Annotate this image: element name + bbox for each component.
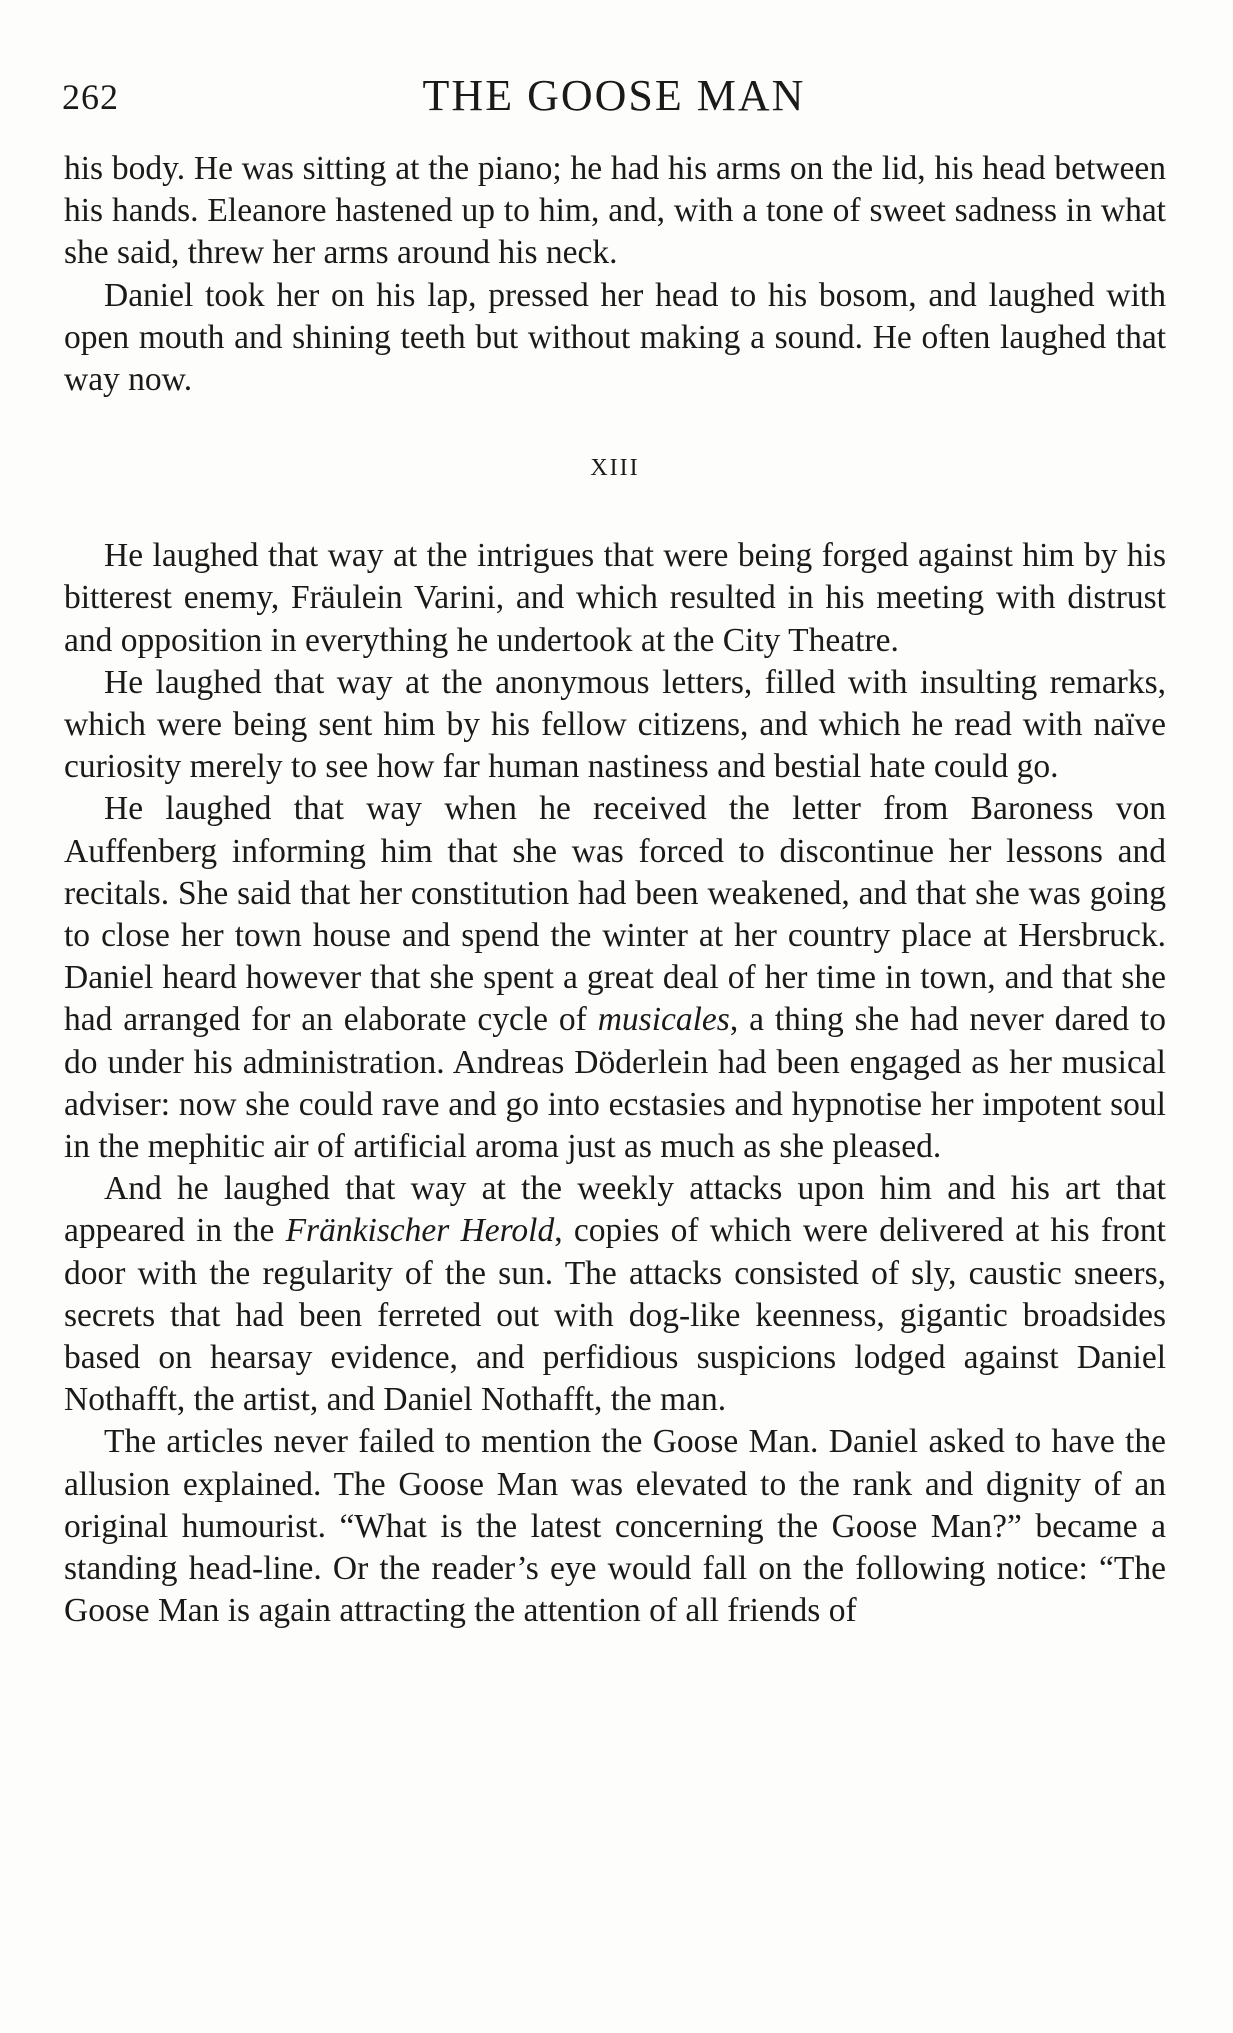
paragraph-text: , a thing she had never dared to do under his administration. Andreas Döderlein had been engaged as her musical adviser: now she could rave and go into ecstasies and hypnotise her impotent soul in the mephitic air of artificial aroma just as much as she pleased. — [64, 1001, 1166, 1166]
paragraph: Daniel took her on his lap, pressed her head to his bosom, and laughed with open mouth and shining teeth but without making a sound. He often laughed that way now. — [64, 276, 1166, 399]
paragraph: He laughed that way at the anonymous letters, filled with insulting remarks, which were being sent him by his fellow citizens, and which he read with naïve curiosity merely to see how far human nastiness and bestial hate could go. — [64, 663, 1166, 786]
section-number: XIII — [590, 455, 640, 482]
paragraph-continuation: his body. He was sitting at the piano; he had his arms on the lid, his head between his hands. Eleanore hastened up to him, and, with a tone of sweet sadness in what she said, threw her arms around his neck. — [64, 150, 1166, 272]
paragraph-text: , copies of which were delivered at his front door with the regularity of the sun. The attacks consisted of sly, caustic sneers, secrets that had been ferreted out with dog-like keenness, gigantic broadsides based on hearsay evidence, and perfidious suspicions lodged against Daniel Nothafft, the artist, and Daniel Nothafft, the man. — [64, 1212, 1166, 1419]
paragraph-text: And he laughed that way at the weekly attacks upon him and his art that appeared in the — [64, 1170, 1166, 1250]
paragraph — [64, 1168, 1166, 1421]
body-text — [64, 148, 1166, 1633]
book-title: THE GOOSE MAN — [422, 71, 806, 120]
page-number: 262 — [62, 77, 119, 117]
paragraph-text: He laughed that way when he received the letter from Baroness von Auffenberg informing him that she was forced to discontinue her lessons and recitals. She said that her constitution had been weakened, and that she was going to close her town house and spend the winter at her country place at Hersbruck. Daniel heard however that she spent a great deal of her time in town, and that she had arranged for an elaborate cycle of — [64, 790, 1166, 1039]
paragraph: He laughed that way at the intrigues that were being forged against him by his bitterest enemy, Fräulein Varini, and which resulted in his meeting with distrust and opposition in everything he undertook at the City Theatre. — [64, 537, 1166, 659]
running-head — [62, 70, 1166, 130]
italic-term: musicales — [597, 1001, 730, 1039]
italic-newspaper-title: Fränkischer Herold — [285, 1212, 555, 1250]
paragraph: The articles never failed to mention the Goose Man. Daniel asked to have the allusion explained. The Goose Man was elevated to the rank and dignity of an original humourist. “What is the latest concerning the Goose Man?” became a standing head-line. Or the reader’s eye would fall on the following notice: “The Goose Man is again attracting the attention of all friends of — [64, 1423, 1166, 1630]
paragraph — [64, 788, 1166, 1168]
